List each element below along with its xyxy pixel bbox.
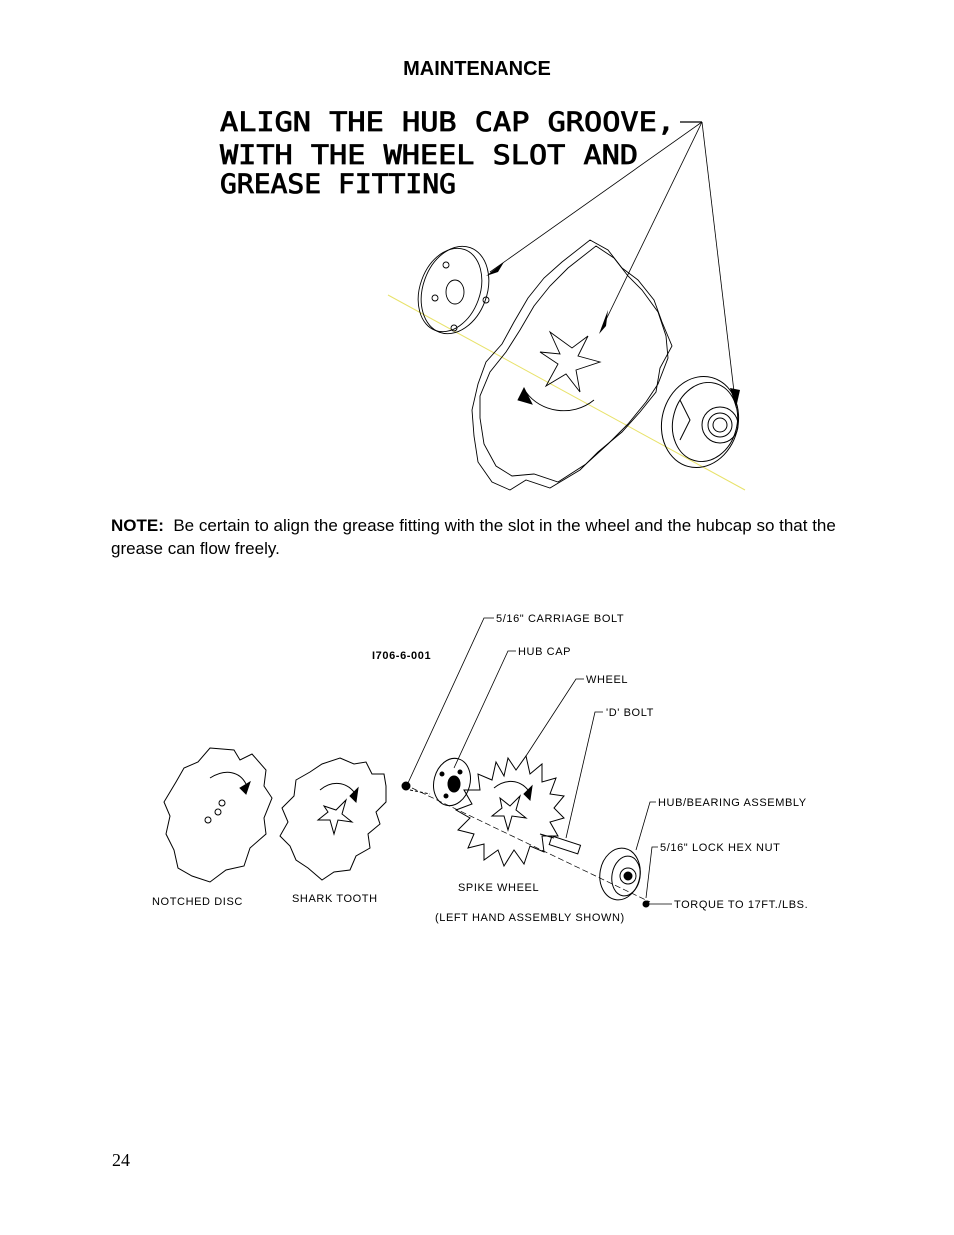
hub-bearing-drawing <box>651 368 748 477</box>
wheel-drawing <box>472 240 672 490</box>
note-paragraph <box>111 514 871 560</box>
hub-cap-small-drawing <box>428 754 475 810</box>
spike-wheel-drawing <box>456 756 564 866</box>
label-assembly-note: (LEFT HAND ASSEMBLY SHOWN) <box>435 912 625 924</box>
label-torque: TORQUE TO 17FT./LBS. <box>674 899 809 911</box>
note-text: Be certain to align the grease fitting with the slot in the wheel and the hubcap so that the grease can flow freely. <box>111 516 836 558</box>
label-carriage-bolt: 5/16" CARRIAGE BOLT <box>496 613 625 625</box>
label-wheel: WHEEL <box>586 674 629 686</box>
page-title: MAINTENANCE <box>403 58 551 80</box>
hub-cap-drawing <box>407 237 500 343</box>
hub-bearing-small-drawing <box>596 845 644 903</box>
notched-disc-drawing <box>164 748 272 882</box>
page-number: 24 <box>112 1150 130 1170</box>
leader-line-hub <box>702 122 735 400</box>
shark-tooth-drawing <box>280 758 386 880</box>
label-shark-tooth: SHARK TOOTH <box>292 893 378 905</box>
label-notched-disc: NOTCHED DISC <box>152 896 243 908</box>
label-hub-bearing: HUB/BEARING ASSEMBLY <box>658 797 807 809</box>
label-hub-cap: HUB CAP <box>518 646 572 658</box>
carriage-bolt-drawing <box>402 782 430 794</box>
note-label: NOTE: <box>111 516 164 535</box>
callout-line-2: WITH THE WHEEL SLOT AND <box>220 140 638 171</box>
callout-line-3: GREASE FITTING <box>220 169 456 200</box>
label-d-bolt: 'D' BOLT <box>606 707 654 719</box>
label-spike-wheel: SPIKE WHEEL <box>458 882 540 894</box>
d-bolt-drawing <box>540 834 581 854</box>
callout-line-1: ALIGN THE HUB CAP GROOVE, <box>220 107 675 138</box>
lock-nut-drawing <box>643 901 650 908</box>
exploded-assembly-figure <box>140 598 840 938</box>
label-lock-nut: 5/16" LOCK HEX NUT <box>660 842 781 854</box>
drawing-number: I706-6-001 <box>372 650 432 662</box>
hub-alignment-figure <box>210 100 770 500</box>
